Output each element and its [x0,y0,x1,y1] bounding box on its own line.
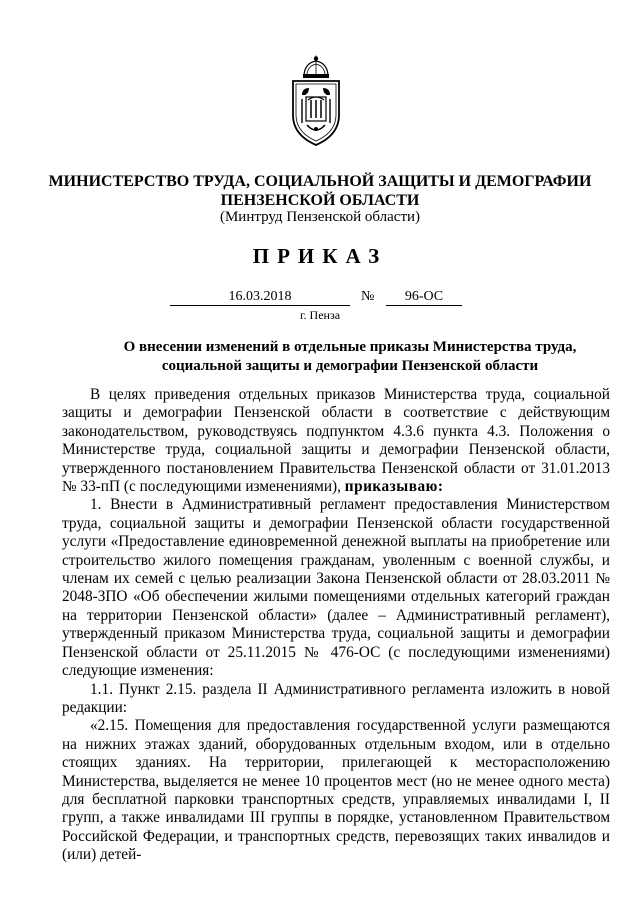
preamble-text: В целях приведения отдельных приказов Министерства труда, социальной защиты и демографии Пензенской области в соответствие с действующим законодательством, руководствуясь подпунктом 4.3.6 пункта 4.3. Положения о Министерстве труда, социальной защиты и демографии Пензенской области, утвержденного постановлением Правительства Пензенской области от 31.01.2013 № 33-пП (с последующими изменениями), [62,386,610,496]
order-verb: приказываю: [344,478,444,496]
paragraph-item-1: 1. Внести в Административный регламент предоставления Министерством труда, социальной защиты и демографии Пензенской области государственной услуги «Предоставление единовременной денежной выплаты на приобретение или строительство жилого помещения гражданам, уволенным с военной службы, и членам их семей с целью реализации Закона Пензенской области от 28.03.2011 № 2048-ЗПО «Об обеспечении жилыми помещениями отдельных категорий граждан на территории Пензенской области» (далее – Административный регламент), утвержденный приказом Министерства труда, социальной защиты и демографии Пензенской области от 25.11.2015 № 476-ОС (с последующими изменениями) следующие изменения: [62,496,610,680]
ministry-name-line2: ПЕНЗЕНСКОЙ ОБЛАСТИ [220,192,420,209]
paragraph-item-1-1: 1.1. Пункт 2.15. раздела II Административного регламента изложить в новой редакции: [62,680,610,716]
coat-of-arms-icon [287,55,345,147]
order-subject [100,338,600,376]
paragraph-item-2-15: «2.15. Помещения для предоставления государственной услуги размещаются на нижних этажах зданий, оборудованных отдельным входом, или в отдельно стоящих зданиях. На территории, прилегающей к месторасположению Министерства, выделяется не менее 10 процентов мест (но не менее одного места) для бесплатной парковки транспортных средств, управляемых инвалидами I, II групп, а также инвалидами III группы в порядке, установленном Правительством Российской Федерации, и транспортных средств, перевозящих таких инвалидов и (или) детей- [62,717,610,864]
number-sign: № [361,289,375,304]
ministry-short-name: (Минтруд Пензенской области) [219,209,421,225]
date-number-line [0,289,640,309]
ministry-name-line1: МИНИСТЕРСТВО ТРУДА, СОЦИАЛЬНОЙ ЗАЩИТЫ И ДЕМОГРАФИИ [48,173,592,190]
subject-line1: О внесении изменений в отдельные приказы Министерства труда, [123,339,577,355]
document-title: ПРИКАЗ [252,244,388,268]
city-name: г. Пенза [299,308,341,322]
order-number: 96-ОС [386,289,462,306]
subject-line2: социальной защиты и демографии Пензенской области [161,358,539,374]
paragraph-preamble [62,386,610,496]
order-body [62,386,610,865]
order-date: 16.03.2018 [170,289,350,306]
